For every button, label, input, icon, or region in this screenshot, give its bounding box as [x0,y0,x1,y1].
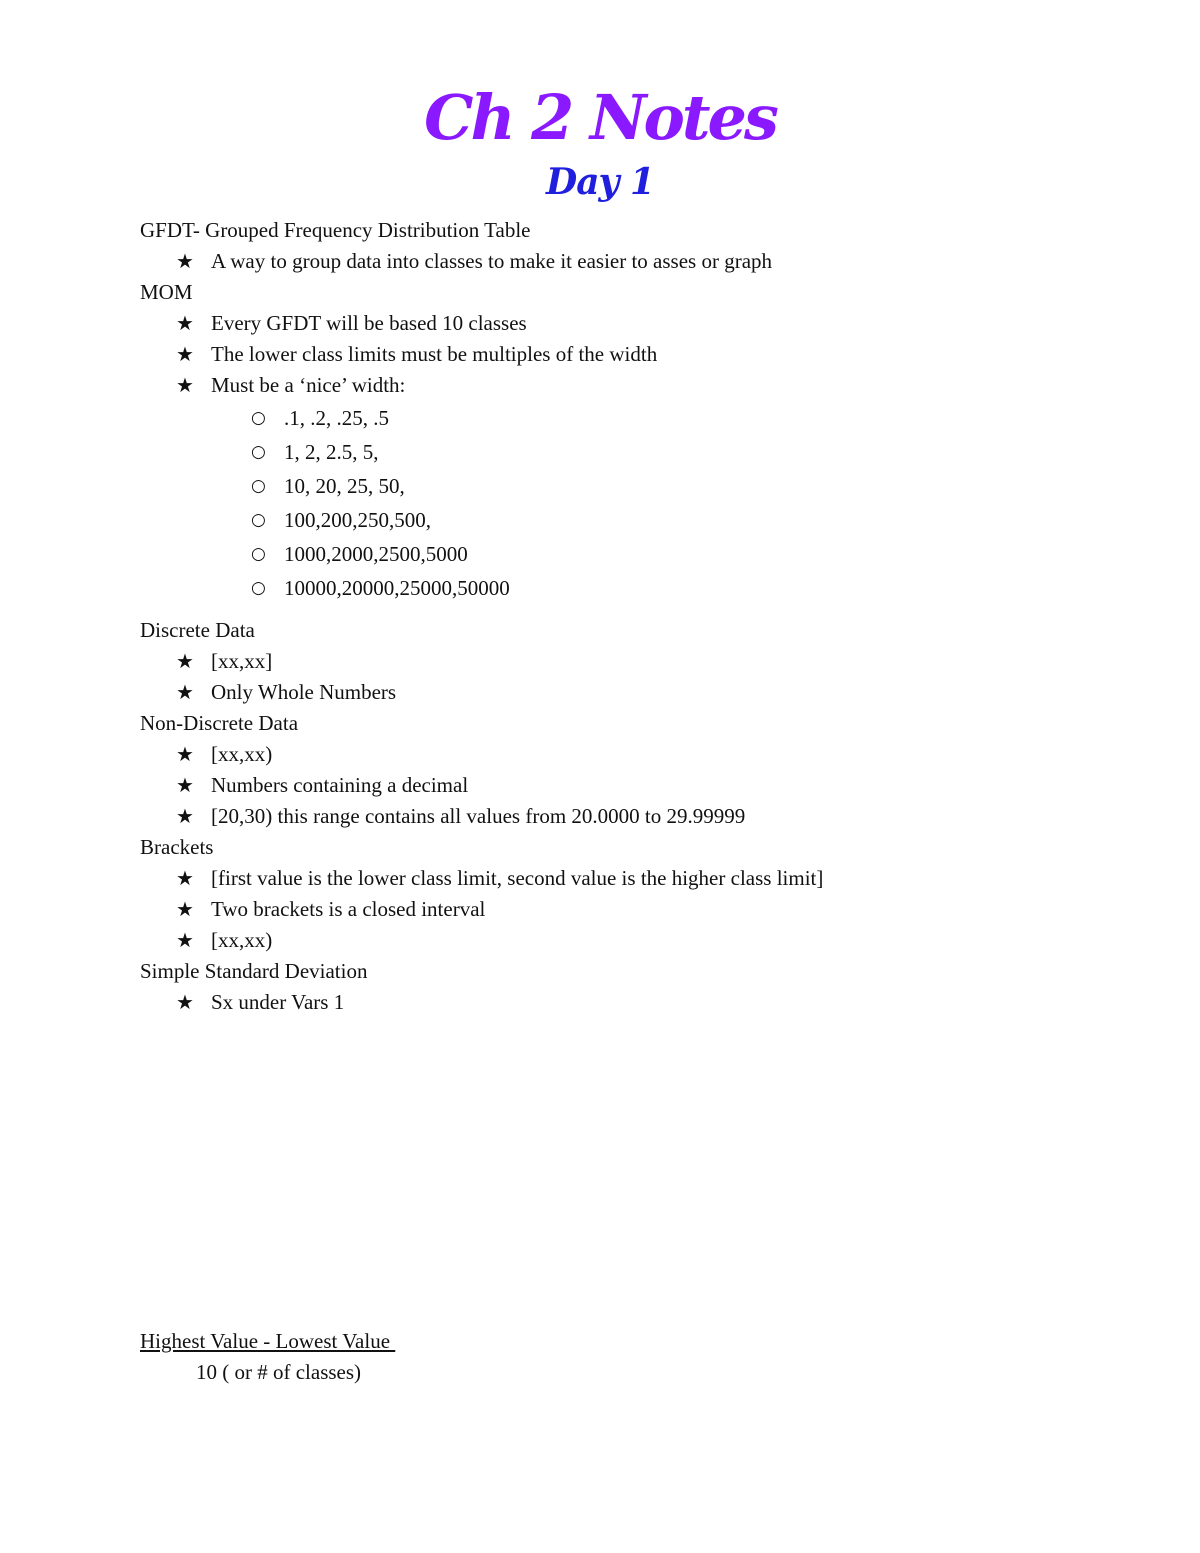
circle-icon: ○ [251,442,266,462]
circle-icon: ○ [251,578,266,598]
star-icon: ★ [176,990,194,1014]
star-icon: ★ [176,373,194,397]
section-heading-gfdt: GFDT- Grouped Frequency Distribution Table [140,218,531,242]
list-item: ★ The lower class limits must be multiples of the width [140,339,1060,370]
star-icon: ★ [176,680,194,704]
section-heading-mom: MOM [140,280,193,304]
star-icon: ★ [176,742,194,766]
circle-icon: ○ [251,510,266,530]
formula-numerator: Highest Value - Lowest Value [140,1329,396,1353]
star-icon: ★ [176,311,194,335]
sub-list-item: ○ 1, 2, 2.5, 5, [140,435,1060,469]
sub-list-item: ○ .1, .2, .25, .5 [140,401,1060,435]
list-item: ★ Only Whole Numbers [140,677,1060,708]
page-title: Ch 2 Notes [424,81,776,154]
list-item: ★ Must be a ‘nice’ width: [140,370,1060,401]
list-item: ★ [xx,xx) [140,739,1060,770]
list-item: ★ Numbers containing a decimal [140,770,1060,801]
formula-denominator: 10 ( or # of classes) [196,1360,362,1384]
section-heading-ssd: Simple Standard Deviation [140,959,368,983]
circle-icon: ○ [251,408,266,428]
list-item: ★ [first value is the lower class limit, second value is the higher class limit] [140,863,1060,894]
sub-list-item: ○ 1000,2000,2500,5000 [140,537,1060,571]
list-item: ★ Two brackets is a closed interval [140,894,1060,925]
list-item: ★ [xx,xx) [140,925,1060,956]
star-icon: ★ [176,249,194,273]
circle-icon: ○ [251,544,266,564]
section-heading-brackets: Brackets [140,835,214,859]
page-subtitle: Day 1 [545,161,655,203]
class-width-formula [140,1326,395,1388]
star-icon: ★ [176,928,194,952]
list-item: ★ Every GFDT will be based 10 classes [140,308,1060,339]
spacer [140,605,1060,615]
list-item: ★ Sx under Vars 1 [140,987,1060,1018]
section-heading-non-discrete: Non-Discrete Data [140,711,299,735]
list-item: ★ A way to group data into classes to make it easier to asses or graph [140,246,1060,277]
star-icon: ★ [176,773,194,797]
circle-icon: ○ [251,476,266,496]
star-icon: ★ [176,804,194,828]
star-icon: ★ [176,866,194,890]
list-item: ★ [20,30) this range contains all values from 20.0000 to 29.99999 [140,801,1060,832]
star-icon: ★ [176,342,194,366]
section-heading-discrete: Discrete Data [140,618,255,642]
star-icon: ★ [176,897,194,921]
sub-list-item: ○ 10, 20, 25, 50, [140,469,1060,503]
list-item: ★ [xx,xx] [140,646,1060,677]
notes-body [140,215,1060,1018]
sub-list-item: ○ 100,200,250,500, [140,503,1060,537]
sub-list-item: ○ 10000,20000,25000,50000 [140,571,1060,605]
star-icon: ★ [176,649,194,673]
